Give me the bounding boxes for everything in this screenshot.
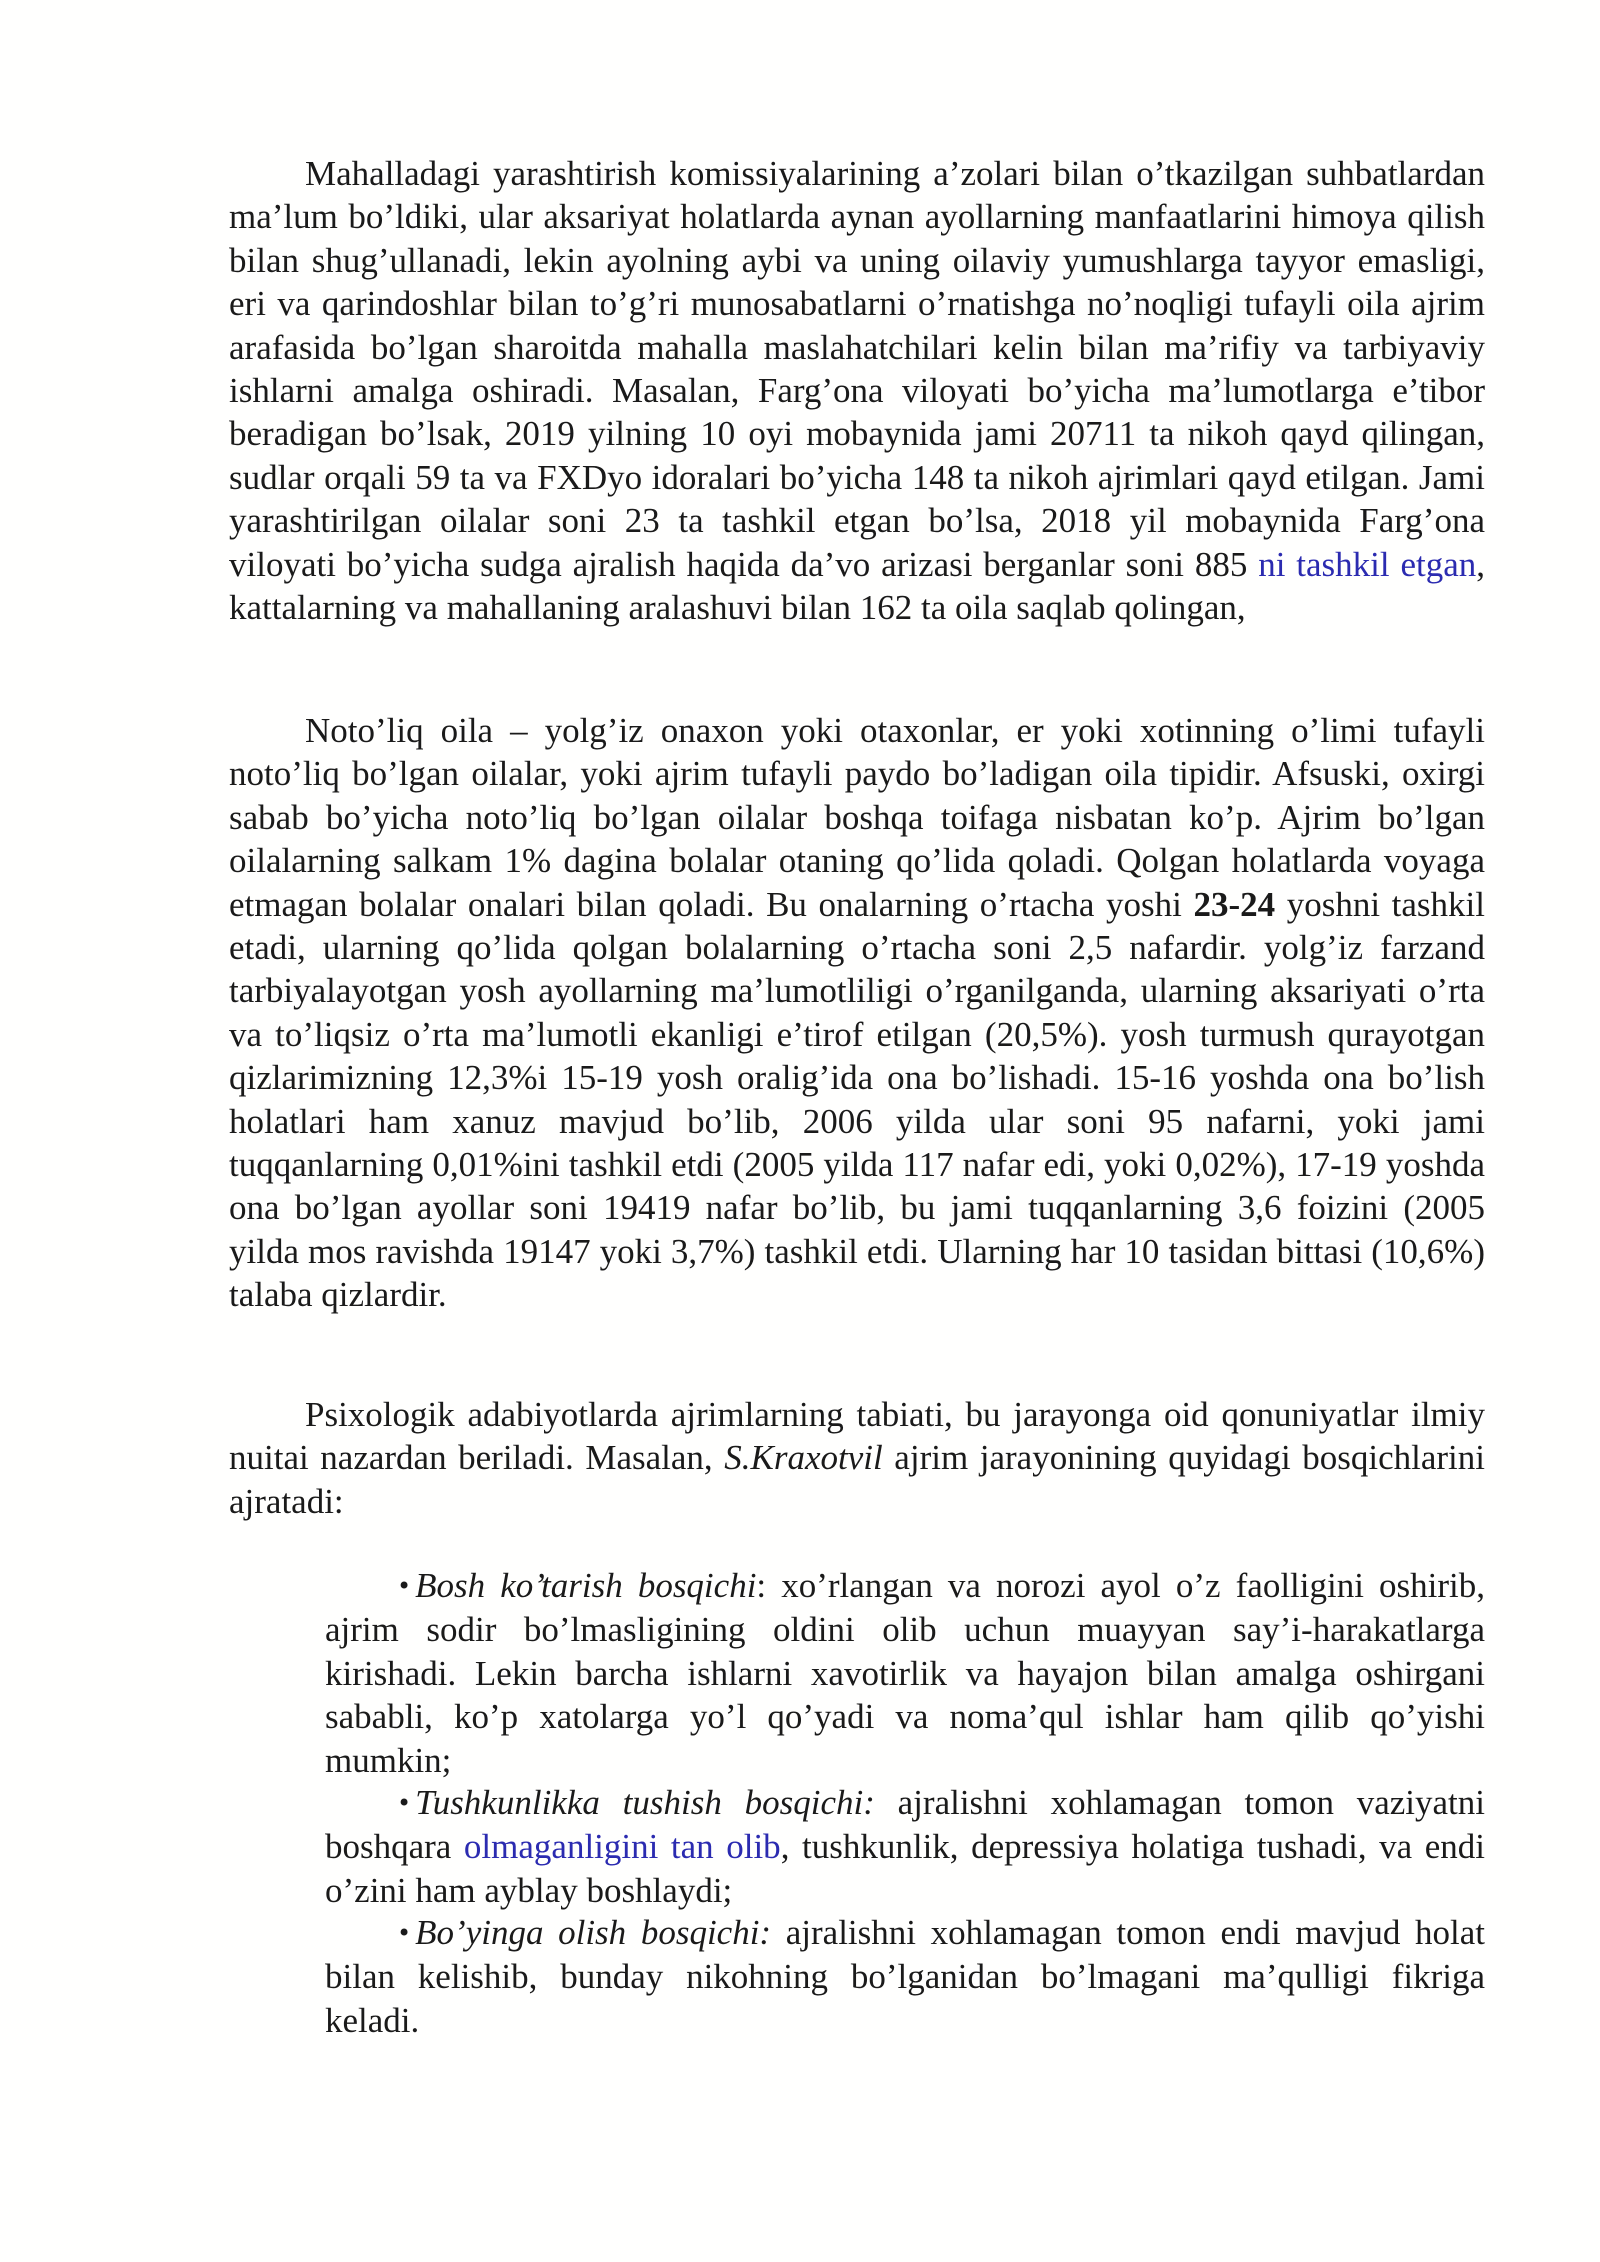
paragraph-text: yoshni tashkil etadi, ularning qo’lida qolgan bolalarning o’rtacha soni 2,5 nafardir. yolg’iz farzand tarbiyalayotgan yosh ayollarning ma’lumotliligi o’rganilganda, ularning aksariyati o’rta va to’liqsiz o’rta ma’lumotli ekanligi e’tirof etilgan (20,5%). yosh turmush qurayotgan qizlarimizning 12,3%i 15-19 yosh oralig’ida ona bo’lishadi. 15-16 yoshda ona bo’lish holatlari ham xanuz mavjud bo’lib, 2006 yilda ular soni 95 nafarni, yoki jami tuqqanlarning 0,01%ini tashkil etdi (2005 yilda 117 nafar edi, yoki 0,02%), 17-19 yoshda ona bo’lgan ayollar soni 19419 nafar bo’lib, bu jami tuqqanlarning 3,6 foizini (2005 yilda mos ravishda 19147 yoki 3,7%) tashkil etdi. Ularning har 10 tasidan bittasi (10,6%) talaba qizlardir.	[229, 884, 1485, 1315]
list-item	[325, 1911, 1485, 2042]
paragraph-mahalla	[229, 152, 1485, 629]
italic-author: S.Kraxotvil	[724, 1438, 883, 1478]
stage-text: , tushkunlik, depressiya holatiga tushadi, va endi o’zini ham ayblay boshlaydi;	[325, 1827, 1485, 1910]
paragraph-text: Psixologik adabiyotlarda ajrimlarning tabiati, bu jarayonga oid qonuniyatlar ilmiy nuitai nazardan beriladi. Masalan,	[229, 1395, 1485, 1478]
stage-title: Tushkunlikka tushish bosqichi:	[415, 1783, 875, 1822]
paragraph-text: ajrim jarayonining quyidagi bosqichlarini ajratadi:	[229, 1438, 1486, 1521]
list-item	[325, 1564, 1485, 1782]
stage-title: Bosh ko’tarish bosqichi	[415, 1566, 757, 1605]
bullet-icon: •	[397, 1919, 412, 1947]
paragraph-psixologik	[229, 1393, 1485, 1523]
stage-text: : xo’rlangan va norozi ayol o’z faolligini oshirib, ajrim sodir bo’lmasligining oldini olib uchun muayyan say’i-harakatlarga kirishadi. Lekin barcha ishlarni xavotirlik va hayajon bilan amalga oshirgani sababli, ko’p xatolarga yo’l qo’yadi va noma’qul ishlar ham qilib qo’yishi mumkin;	[325, 1566, 1485, 1780]
bold-text: 23-24	[1193, 884, 1276, 924]
paragraph-notoliq-oila	[229, 709, 1485, 1317]
paragraph-text: , kattalarning va mahallaning aralashuvi bilan 162 ta oila saqlab qolingan,	[229, 544, 1485, 628]
stage-text: ajralishni xohlamagan tomon endi mavjud holat bilan kelishib, bunday nikohning bo’lganidan bo’lmagani ma’qulligi fikriga keladi.	[325, 1913, 1485, 2040]
paragraph-text: Mahalladagi yarashtirish komissiyalarining a’zolari bilan o’tkazilgan suhbatlardan ma’lum bo’ldiki, ular aksariyat holatlarda aynan ayollarning manfaatlarini himoya qilish bilan shug’ullanadi, lekin ayolning aybi va uning oilaviy yumushlarga tayyor emasligi, eri va qarindoshlar bilan to’g’ri munosabatlarni o’rnatishga no’noqligi tufayli oila ajrim arafasida bo’lgan sharoitda mahalla maslahatchilari kelin bilan ma’rifiy va tarbiyaviy ishlarni amalga oshiradi. Masalan, Farg’ona viloyati bo’yicha ma’lumotlarga e’tibor beradigan bo’lsak, 2019 yilning 10 oyi mobaynida jami 20711 ta nikoh qayd qilingan, sudlar orqali 59 ta va FXDyo idoralari bo’yicha 148 ta nikoh ajrimlari qayd etilgan. Jami yarashtirilgan oilalar soni 23 ta tashkil etgan bo’lsa, 2018 yil mobaynida Farg’ona viloyati bo’yicha sudga ajralish haqida da’vo arizasi berganlar soni 885	[229, 154, 1485, 584]
hyperlink-text[interactable]: olmaganligini tan olib	[463, 1827, 781, 1867]
stage-text: ajralishni xohlamagan tomon vaziyatni boshqara	[325, 1783, 1485, 1867]
bullet-icon: •	[397, 1789, 412, 1817]
paragraph-text: Noto’liq oila – yolg’iz onaxon yoki otaxonlar, er yoki xotinning o’limi tufayli noto’liq bo’lgan oilalar, yoki ajrim tufayli paydo bo’ladigan oila tipidir. Afsuski, oxirgi sabab bo’yicha noto’liq bo’lgan oilalar boshqa toifaga nisbatan ko’p. Ajrim bo’lgan oilalarning salkam 1% dagina bolalar otaning qo’lida qoladi. Qolgan holatlarda voyaga etmagan bolalar onalari bilan qoladi. Bu onalarning o’rtacha yoshi	[229, 711, 1485, 924]
bullet-icon: •	[397, 1572, 412, 1600]
stage-title: Bo’yinga olish bosqichi:	[415, 1913, 772, 1952]
hyperlink-text[interactable]: ni tashkil etgan	[1258, 544, 1477, 584]
list-item	[325, 1781, 1485, 1912]
